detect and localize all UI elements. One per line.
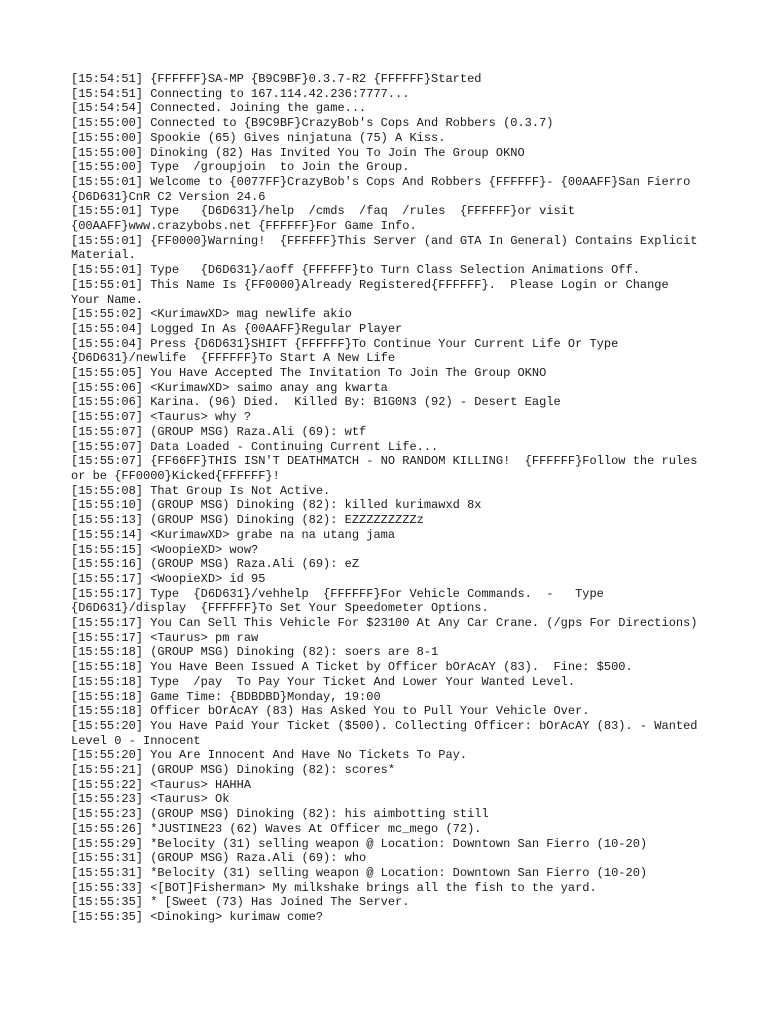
log-line: [15:55:17] You Can Sell This Vehicle For $23100 At Any Car Crane. (/gps For Directions): [71, 616, 698, 631]
log-line: [15:55:16] (GROUP MSG) Raza.Ali (69): eZ: [71, 557, 360, 572]
log-line: [15:55:14] <KurimawXD> grabe na na utang jama: [71, 527, 396, 542]
log-line: [15:55:18] Game Time: {BDBDBD}Monday, 19:00: [71, 689, 381, 704]
log-line: [15:54:51] {FFFFFF}SA-MP {B9C9BF}0.3.7-R2 {FFFFFF}Started: [71, 72, 482, 86]
log-line: [15:55:04] Press {D6D631}SHIFT {FFFFFF}To Continue Your Current Life Or Type {D6D631}/newlife {FFFFFF}To Start A New Life: [71, 336, 626, 366]
log-line: [15:55:15] <WoopieXD> wow?: [71, 542, 259, 557]
log-line: [15:55:07] <Taurus> why ?: [71, 410, 252, 425]
log-line: [15:55:07] (GROUP MSG) Raza.Ali (69): wtf: [71, 424, 367, 439]
log-line: [15:55:18] Officer bOrAcAY (83) Has Asked You to Pull Your Vehicle Over.: [71, 704, 590, 719]
log-line: [15:55:06] Karina. (96) Died. Killed By: B1G0N3 (92) - Desert Eagle: [71, 395, 561, 410]
log-lines: [71, 72, 705, 925]
log-line: [15:55:17] <WoopieXD> id 95: [71, 571, 266, 586]
log-line: [15:55:31] (GROUP MSG) Raza.Ali (69): who: [71, 851, 367, 866]
log-line: [15:55:18] (GROUP MSG) Dinoking (82): soers are 8-1: [71, 645, 439, 660]
log-line: [15:55:35] <Dinoking> kurimaw come?: [71, 910, 324, 925]
log-line: [15:55:21] (GROUP MSG) Dinoking (82): scores*: [71, 763, 396, 778]
log-line: [15:55:20] You Are Innocent And Have No Tickets To Pay.: [71, 748, 468, 763]
log-line: [15:55:20] You Have Paid Your Ticket ($500). Collecting Officer: bOrAcAY (83). - Wanted Level 0 - Innocent: [71, 718, 705, 748]
log-line: [15:55:00] Connected to {B9C9BF}CrazyBob's Cops And Robbers (0.3.7): [71, 116, 554, 131]
log-line: [15:55:10] (GROUP MSG) Dinoking (82): killed kurimawxd 8x: [71, 498, 482, 513]
log-line: [15:55:01] {FF0000}Warning! {FFFFFF}This Server (and GTA In General) Contains Explicit Material.: [71, 233, 705, 263]
log-line: [15:54:54] Connected. Joining the game...: [71, 101, 367, 116]
log-line: [15:55:23] <Taurus> Ok: [71, 792, 230, 807]
log-line: [15:55:01] Welcome to {0077FF}CrazyBob's Cops And Robbers {FFFFFF}- {00AAFF}San Fierro {D6D631}CnR C2 Version 24.6: [71, 174, 698, 204]
log-line: [15:54:51] Connecting to 167.114.42.236:7777...: [71, 86, 410, 101]
log-line: [15:55:01] Type {D6D631}/help /cmds /faq /rules {FFFFFF}or visit {00AAFF}www.crazybobs.net {FFFFFF}For Game Info.: [71, 204, 583, 234]
log-line: [15:55:01] Type {D6D631}/aoff {FFFFFF}to Turn Class Selection Animations Off.: [71, 263, 640, 278]
log-line: [15:55:01] This Name Is {FF0000}Already Registered{FFFFFF}. Please Login or Change Your Name.: [71, 277, 676, 307]
log-line: [15:55:04] Logged In As {00AAFF}Regular Player: [71, 321, 403, 336]
log-line: [15:55:05] You Have Accepted The Invitation To Join The Group OKNO: [71, 366, 547, 381]
log-line: [15:55:23] (GROUP MSG) Dinoking (82): his aimbotting still: [71, 807, 489, 822]
log-line: [15:55:07] {FF66FF}THIS ISN'T DEATHMATCH - NO RANDOM KILLING! {FFFFFF}Follow the rules or be {FF0000}Kicked{FFFFFF}!: [71, 454, 705, 483]
log-line: [15:55:29] *Belocity (31) selling weapon @ Location: Downtown San Fierro (10-20): [71, 836, 648, 851]
log-line: [15:55:18] You Have Been Issued A Ticket by Officer bOrAcAY (83). Fine: $500.: [71, 660, 633, 675]
log-line: [15:55:08] That Group Is Not Active.: [71, 483, 331, 498]
log-line: [15:55:00] Type /groupjoin to Join the Group.: [71, 160, 410, 175]
log-line: [15:55:17] <Taurus> pm raw: [71, 630, 259, 645]
log-line: [15:55:02] <KurimawXD> mag newlife akio: [71, 307, 352, 322]
log-line: [15:55:13] (GROUP MSG) Dinoking (82): EZZZZZZZZZz: [71, 513, 424, 528]
log-line: [15:55:31] *Belocity (31) selling weapon @ Location: Downtown San Fierro (10-20): [71, 865, 648, 880]
log-line: [15:55:22] <Taurus> HAHHA: [71, 777, 252, 792]
log-line: [15:55:00] Spookie (65) Gives ninjatuna (75) A Kiss.: [71, 130, 446, 145]
log-line: [15:55:06] <KurimawXD> saimo anay ang kwarta: [71, 380, 388, 395]
log-line: [15:55:33] <[BOT]Fisherman> My milkshake brings all the fish to the yard.: [71, 880, 597, 895]
log-line: [15:55:17] Type {D6D631}/vehhelp {FFFFFF}For Vehicle Commands. - Type {D6D631}/display {FFFFFF}To Set Your Speedometer Options.: [71, 586, 612, 616]
log-line: [15:55:26] *JUSTINE23 (62) Waves At Officer mc_mego (72).: [71, 821, 482, 836]
log-line: [15:55:18] Type /pay To Pay Your Ticket And Lower Your Wanted Level.: [71, 674, 576, 689]
log-line: [15:55:35] * [Sweet (73) Has Joined The Server.: [71, 895, 410, 910]
chat-log: [71, 72, 705, 925]
log-line: [15:55:00] Dinoking (82) Has Invited You To Join The Group OKNO: [71, 145, 525, 160]
log-line: [15:55:07] Data Loaded - Continuing Current Life...: [71, 439, 439, 454]
